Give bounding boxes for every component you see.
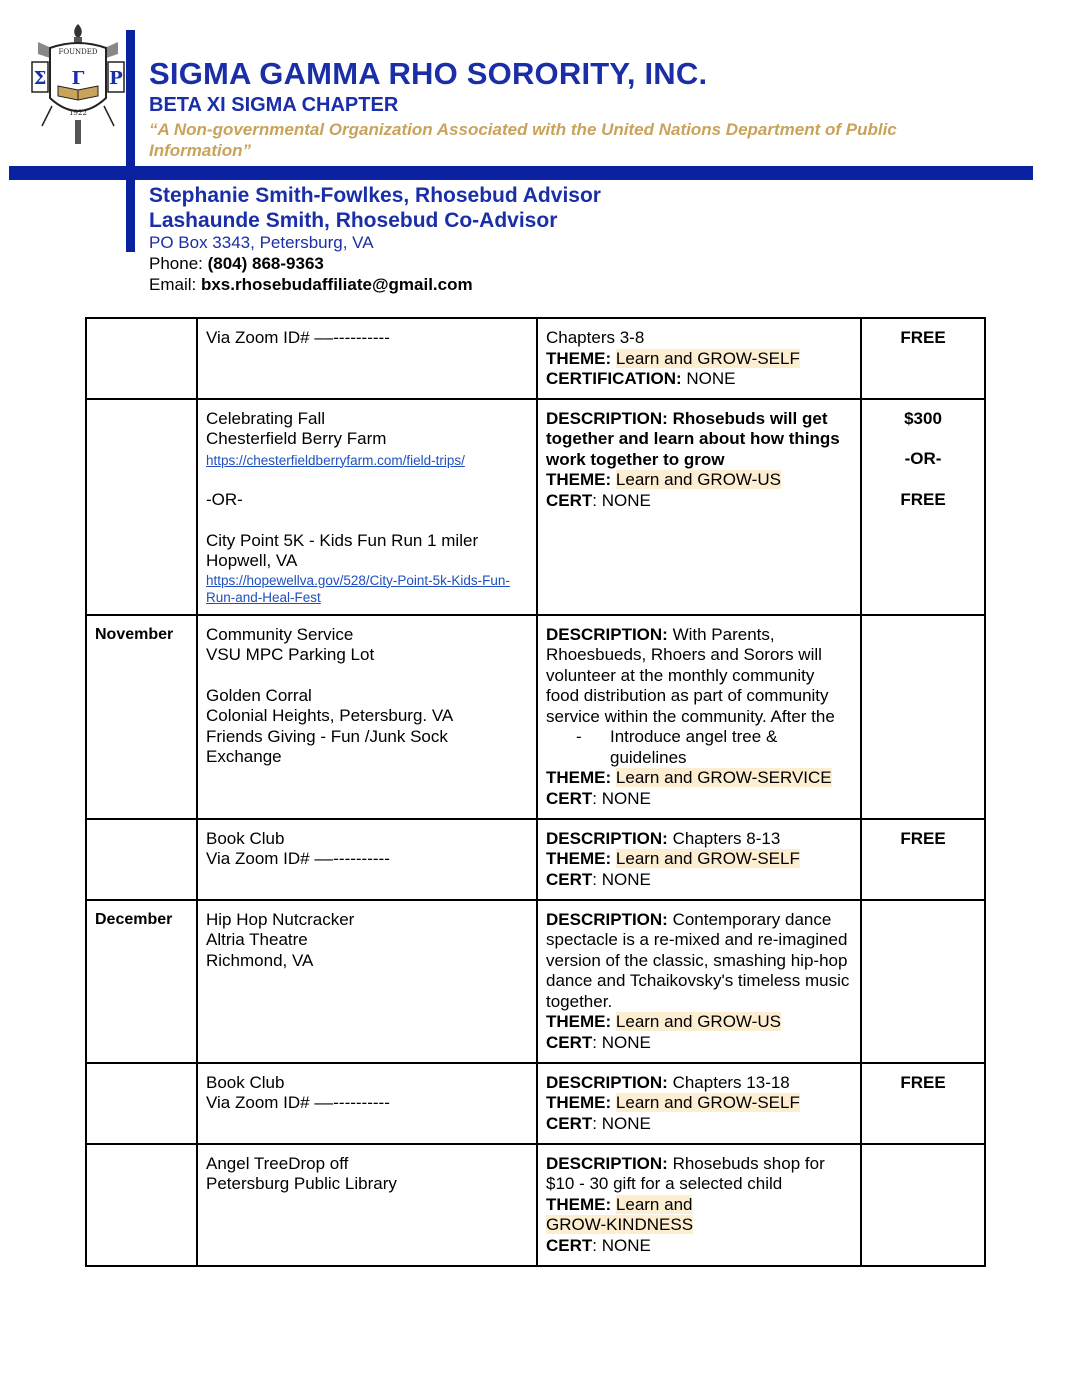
event-line: Golden Corral xyxy=(206,685,312,705)
event-line: Altria Theatre xyxy=(206,930,308,949)
description-text: Chapters 8-13 xyxy=(672,828,781,848)
table-row xyxy=(86,399,985,615)
event-line: Hopwell, VA xyxy=(206,551,298,570)
event-line: Angel TreeDrop off xyxy=(206,1153,349,1173)
price-value: FREE xyxy=(900,828,946,848)
price-value: FREE xyxy=(900,328,946,347)
description-text: Contemporary dance spectacle is a re-mixed and re-imagined version of the classic, smashing hip-hop dance and Tchaikovsky's timeless music together. xyxy=(546,909,850,1011)
event-line: Via Zoom ID# ––---------- xyxy=(206,1093,390,1112)
crest-letter-gamma: Γ xyxy=(71,68,85,89)
phone-number: (804) 868-9363 xyxy=(207,254,324,273)
price-cell xyxy=(861,1063,985,1144)
month-cell xyxy=(86,318,197,399)
table-row xyxy=(86,900,985,1063)
bullet-item xyxy=(546,727,852,768)
co-advisor-name: Lashaunde Smith, Rhosebud Co-Advisor xyxy=(149,209,558,232)
chapter-name: BETA XI SIGMA CHAPTER xyxy=(149,94,399,116)
cert-value: NONE xyxy=(686,369,736,388)
mailing-address: PO Box 3343, Petersburg, VA xyxy=(149,233,374,252)
event-line: Hip Hop Nutcracker xyxy=(206,909,355,929)
theme-value: Learn and GROW-SELF xyxy=(615,348,800,368)
advisor-name: Stephanie Smith-Fowlkes, Rhosebud Advisor xyxy=(149,184,601,207)
table-row xyxy=(86,1063,985,1144)
theme-label: THEME: xyxy=(546,768,612,787)
berry-farm-link[interactable]: https://chesterfieldberryfarm.com/field-trips/ xyxy=(206,452,465,468)
theme-label: THEME: xyxy=(546,1093,612,1112)
crest-motto: FOUNDED xyxy=(58,48,98,56)
month-cell: December xyxy=(86,900,197,1063)
cert-value: : NONE xyxy=(592,869,651,889)
event-line: Community Service xyxy=(206,624,354,644)
theme-value: Learn and xyxy=(615,1194,693,1214)
month-cell xyxy=(86,819,197,900)
or-separator: -OR- xyxy=(206,490,243,509)
theme-label: THEME: xyxy=(546,849,612,868)
header-vertical-bar xyxy=(126,30,135,252)
month-cell: November xyxy=(86,615,197,819)
table-row xyxy=(86,615,985,819)
event-cell xyxy=(197,615,537,819)
cert-value: : NONE xyxy=(592,1032,651,1052)
description-text: Rhosebuds will get together and learn about how things work together to grow xyxy=(546,408,840,469)
event-line: Chesterfield Berry Farm xyxy=(206,429,387,448)
event-line: City Point 5K - Kids Fun Run 1 miler xyxy=(206,530,479,550)
event-line: Friends Giving - Fun /Junk Sock Exchange xyxy=(206,726,448,766)
city-point-link[interactable]: https://hopewellva.gov/528/City-Point-5k-Kids-Fun-Run-and-Heal-Fest xyxy=(206,572,510,605)
cert-label: CERTIFICATION: xyxy=(546,369,682,388)
theme-value: Learn and GROW-US xyxy=(615,470,781,489)
price-value: FREE xyxy=(900,1072,946,1092)
event-cell xyxy=(197,900,537,1063)
schedule-table xyxy=(85,317,986,1267)
description-cell xyxy=(537,1063,861,1144)
cert-label: CERT xyxy=(546,869,593,889)
event-line: VSU MPC Parking Lot xyxy=(206,645,375,664)
cert-value: : NONE xyxy=(592,788,651,808)
event-cell xyxy=(197,399,537,615)
organization-title: SIGMA GAMMA RHO SORORITY, INC. xyxy=(149,56,708,91)
email-line xyxy=(149,275,473,295)
description-label: DESCRIPTION: xyxy=(546,828,668,848)
event-line: Petersburg Public Library xyxy=(206,1174,397,1193)
crest-year: 1922 xyxy=(69,109,87,117)
event-line: Via Zoom ID# ––---------- xyxy=(206,849,390,868)
theme-label: THEME: xyxy=(546,1194,612,1214)
description-label: DESCRIPTION: xyxy=(546,624,668,644)
price-value: FREE xyxy=(900,489,946,509)
table-row xyxy=(86,1144,985,1266)
event-cell xyxy=(197,318,537,399)
table-row xyxy=(86,819,985,900)
theme-value: Learn and GROW-SERVICE xyxy=(615,768,832,787)
event-line: Celebrating Fall xyxy=(206,408,326,428)
month-cell xyxy=(86,1144,197,1266)
event-line: Via Zoom ID# ––---------- xyxy=(206,328,390,347)
phone-line xyxy=(149,254,324,274)
description-cell xyxy=(537,615,861,819)
price-or: -OR- xyxy=(904,449,942,468)
price-cell xyxy=(861,615,985,819)
cert-label: CERT xyxy=(546,1032,593,1052)
price-cell xyxy=(861,900,985,1063)
theme-value: Learn and GROW-SELF xyxy=(615,1093,800,1112)
header-horizontal-bar xyxy=(9,166,1033,180)
description-cell xyxy=(537,399,861,615)
theme-value: Learn and GROW-US xyxy=(615,1012,781,1031)
event-line: Colonial Heights, Petersburg. VA xyxy=(206,706,454,725)
description-cell xyxy=(537,819,861,900)
price-value: $300 xyxy=(904,408,942,428)
crest-letter-rho: Ρ xyxy=(109,68,123,89)
price-cell xyxy=(861,1144,985,1266)
description-text: Chapters 3-8 xyxy=(546,328,645,347)
cert-label: CERT xyxy=(546,1113,593,1133)
description-cell xyxy=(537,1144,861,1266)
price-cell xyxy=(861,819,985,900)
event-line: Book Club xyxy=(206,828,285,848)
description-cell xyxy=(537,318,861,399)
price-cell xyxy=(861,399,985,615)
cert-label: CERT xyxy=(546,490,593,510)
cert-value: : NONE xyxy=(592,1113,651,1133)
bullet-text: Introduce angel tree & guidelines xyxy=(610,727,778,767)
theme-value: GROW-KINDNESS xyxy=(546,1215,694,1234)
description-label: DESCRIPTION: xyxy=(546,1153,668,1173)
description-label: DESCRIPTION: xyxy=(546,909,668,929)
event-cell xyxy=(197,819,537,900)
theme-label: THEME: xyxy=(546,1012,612,1031)
bullet-dash: - xyxy=(576,727,582,746)
theme-value: Learn and GROW-SELF xyxy=(615,849,800,868)
theme-label: THEME: xyxy=(546,348,612,368)
phone-label: Phone: xyxy=(149,254,208,273)
event-line: Book Club xyxy=(206,1072,285,1092)
tagline: “A Non-governmental Organization Associated with the United Nations Department of Public Information” xyxy=(149,120,897,160)
month-cell xyxy=(86,399,197,615)
description-label: DESCRIPTION: xyxy=(546,1072,668,1092)
price-cell xyxy=(861,318,985,399)
description-text: Chapters 13-18 xyxy=(672,1072,790,1092)
cert-label: CERT xyxy=(546,788,593,808)
cert-value: : NONE xyxy=(592,490,651,510)
event-line: Richmond, VA xyxy=(206,950,314,970)
description-text: With Parents, Rhoesbueds, Rhoers and Sorors will volunteer at the monthly community food distribution as part of community service within the community. After the xyxy=(546,624,835,726)
cert-label: CERT xyxy=(546,1235,593,1255)
email-address[interactable]: bxs.rhosebudaffiliate@gmail.com xyxy=(200,275,473,294)
description-text: Rhosebuds shop for $10 - 30 gift for a selected child xyxy=(546,1153,825,1193)
theme-label: THEME: xyxy=(546,470,612,489)
month-cell xyxy=(86,1063,197,1144)
table-row xyxy=(86,318,985,399)
description-cell xyxy=(537,900,861,1063)
email-label: Email: xyxy=(149,275,201,294)
sorority-crest-logo xyxy=(28,20,128,150)
event-cell xyxy=(197,1063,537,1144)
event-cell xyxy=(197,1144,537,1266)
cert-value: : NONE xyxy=(592,1235,651,1255)
description-label: DESCRIPTION: xyxy=(546,408,668,428)
crest-letter-sigma: Σ xyxy=(33,68,47,89)
